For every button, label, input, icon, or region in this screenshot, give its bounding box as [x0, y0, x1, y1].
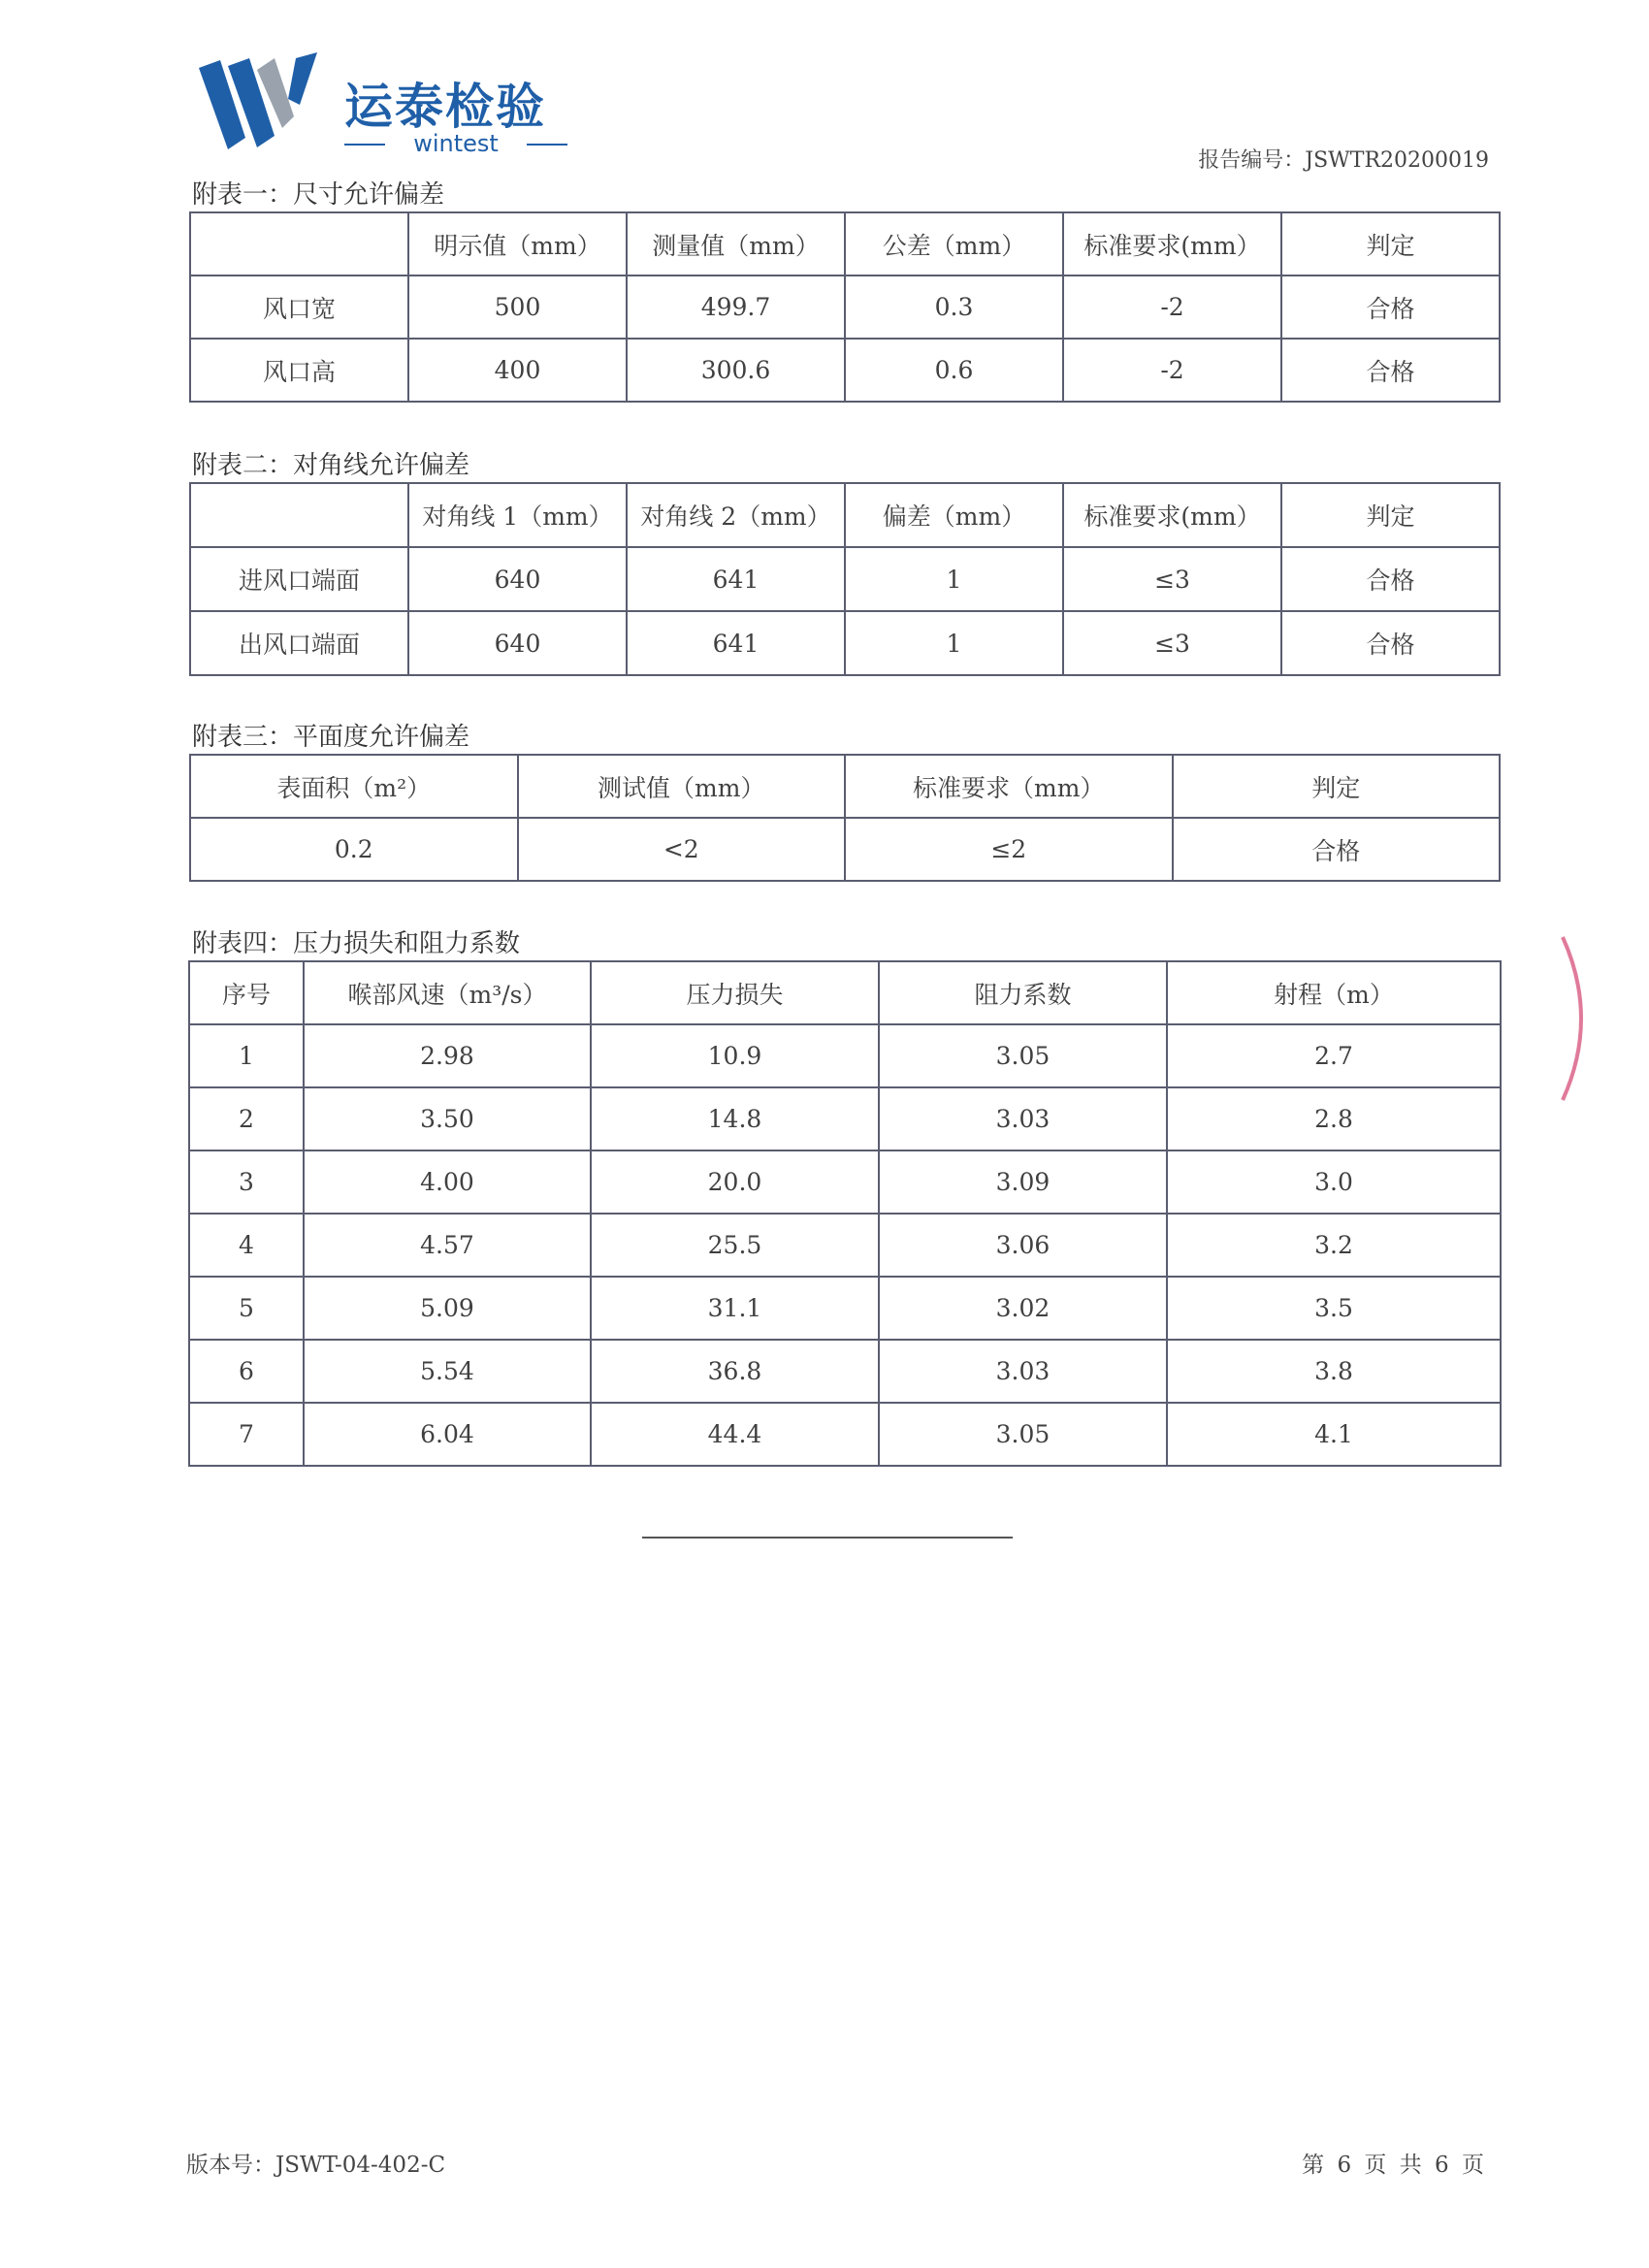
table-cell: 0.2	[190, 818, 518, 881]
table-cell: 3.05	[879, 1024, 1167, 1087]
header-cell: 压力损失	[591, 961, 879, 1024]
table-cell: 5.54	[304, 1340, 591, 1403]
header-cell: 阻力系数	[879, 961, 1167, 1024]
table-cell: 641	[627, 547, 845, 611]
table-cell: 3.09	[879, 1150, 1167, 1214]
table-cell: 499.7	[627, 275, 845, 339]
table-cell: 3	[189, 1150, 304, 1214]
table-cell: 4.00	[304, 1150, 591, 1214]
header-cell: 喉部风速（m³/s）	[304, 961, 591, 1024]
table-cell: 合格	[1281, 275, 1500, 339]
table-row	[190, 818, 1500, 881]
table2-caption: 附表二：对角线允许偏差	[192, 451, 470, 480]
table-row	[189, 1214, 1501, 1277]
report-number: 报告编号：JSWTR20200019	[1198, 148, 1489, 173]
version-number: 版本号：JSWT-04-402-C	[186, 2153, 446, 2178]
page-number: 第 6 页 共 6 页	[1302, 2153, 1484, 2178]
header-cell: 表面积（m²）	[190, 755, 518, 818]
table-cell: 2.7	[1167, 1024, 1501, 1087]
table-cell: 640	[408, 611, 627, 675]
table-cell: 641	[627, 611, 845, 675]
table-cell: 31.1	[591, 1277, 879, 1340]
table-header-row	[190, 483, 1500, 547]
dimension-tolerance-table	[189, 211, 1501, 403]
logo-chinese-name: 运泰检验	[344, 79, 546, 135]
table-row	[189, 1024, 1501, 1087]
pressure-loss-table	[188, 960, 1502, 1467]
table-cell: 6	[189, 1340, 304, 1403]
table-cell: 2.98	[304, 1024, 591, 1087]
table-row	[190, 547, 1500, 611]
table-cell: ≤3	[1063, 611, 1281, 675]
table-cell: ≤2	[845, 818, 1173, 881]
table-cell: 300.6	[627, 339, 845, 402]
header-cell: 射程（m）	[1167, 961, 1501, 1024]
table-row	[189, 1087, 1501, 1150]
header-cell: 偏差（mm）	[845, 483, 1063, 547]
table-cell: 进风口端面	[190, 547, 408, 611]
table-cell: 0.3	[845, 275, 1063, 339]
header-cell	[190, 483, 408, 547]
table-cell: 3.03	[879, 1340, 1167, 1403]
flatness-tolerance-table	[189, 754, 1501, 882]
table-cell: 5	[189, 1277, 304, 1340]
table-row	[189, 1150, 1501, 1214]
table-cell: 36.8	[591, 1340, 879, 1403]
header-cell: 公差（mm）	[845, 212, 1063, 275]
table-cell: 400	[408, 339, 627, 402]
table-cell: 合格	[1281, 547, 1500, 611]
wintest-logo-icon	[199, 49, 335, 155]
table-cell: -2	[1063, 339, 1281, 402]
table-cell: 4	[189, 1214, 304, 1277]
table-cell: 6.04	[304, 1403, 591, 1466]
table-cell: ≤3	[1063, 547, 1281, 611]
table-row	[190, 339, 1500, 402]
header-cell: 明示值（mm）	[408, 212, 627, 275]
table-cell: 3.02	[879, 1277, 1167, 1340]
table3-caption: 附表三：平面度允许偏差	[192, 723, 470, 752]
table-cell: 2.8	[1167, 1087, 1501, 1150]
table-cell: 1	[189, 1024, 304, 1087]
table-row	[190, 611, 1500, 675]
table-cell: 640	[408, 547, 627, 611]
table-row	[189, 1340, 1501, 1403]
table-cell: 7	[189, 1403, 304, 1466]
table-cell: 3.05	[879, 1403, 1167, 1466]
header-cell: 测量值（mm）	[627, 212, 845, 275]
header-cell: 标准要求(mm）	[1063, 212, 1281, 275]
header-cell: 标准要求(mm）	[1063, 483, 1281, 547]
red-seal-edge	[1557, 931, 1596, 1106]
table-cell: 合格	[1173, 818, 1501, 881]
table-cell: 20.0	[591, 1150, 879, 1214]
table-cell: 风口宽	[190, 275, 408, 339]
logo-english-name: wintest	[344, 130, 567, 157]
header-cell: 序号	[189, 961, 304, 1024]
table-cell: 合格	[1281, 339, 1500, 402]
company-logo	[199, 49, 587, 165]
table-cell: 14.8	[591, 1087, 879, 1150]
header-cell: 判定	[1173, 755, 1501, 818]
table-cell: 4.57	[304, 1214, 591, 1277]
end-of-content-rule	[642, 1537, 1013, 1539]
table-cell: 2	[189, 1087, 304, 1150]
table-cell: 3.2	[1167, 1214, 1501, 1277]
table-header-row	[190, 212, 1500, 275]
header-cell	[190, 212, 408, 275]
table-cell: 3.03	[879, 1087, 1167, 1150]
table-cell: 3.06	[879, 1214, 1167, 1277]
header-cell: 判定	[1281, 212, 1500, 275]
table-cell: 出风口端面	[190, 611, 408, 675]
table-header-row	[190, 755, 1500, 818]
table-header-row	[189, 961, 1501, 1024]
table1-caption: 附表一：尺寸允许偏差	[192, 180, 445, 210]
table-cell: 合格	[1281, 611, 1500, 675]
table-cell: 44.4	[591, 1403, 879, 1466]
table-row	[189, 1277, 1501, 1340]
table-cell: 5.09	[304, 1277, 591, 1340]
table-row	[189, 1403, 1501, 1466]
table-row	[190, 275, 1500, 339]
table-cell: 4.1	[1167, 1403, 1501, 1466]
header-cell: 标准要求（mm）	[845, 755, 1173, 818]
table-cell: 3.5	[1167, 1277, 1501, 1340]
header-cell: 测试值（mm）	[518, 755, 846, 818]
table-cell: 0.6	[845, 339, 1063, 402]
table-cell: -2	[1063, 275, 1281, 339]
table-cell: <2	[518, 818, 846, 881]
table-cell: 500	[408, 275, 627, 339]
table-cell: 10.9	[591, 1024, 879, 1087]
table-cell: 25.5	[591, 1214, 879, 1277]
table-cell: 3.50	[304, 1087, 591, 1150]
header-cell: 对角线 2（mm）	[627, 483, 845, 547]
header-cell: 对角线 1（mm）	[408, 483, 627, 547]
table-cell: 风口高	[190, 339, 408, 402]
table-cell: 1	[845, 547, 1063, 611]
table-cell: 3.8	[1167, 1340, 1501, 1403]
header-cell: 判定	[1281, 483, 1500, 547]
table4-caption: 附表四：压力损失和阻力系数	[192, 929, 521, 958]
diagonal-tolerance-table	[189, 482, 1501, 676]
table-cell: 3.0	[1167, 1150, 1501, 1214]
table-cell: 1	[845, 611, 1063, 675]
